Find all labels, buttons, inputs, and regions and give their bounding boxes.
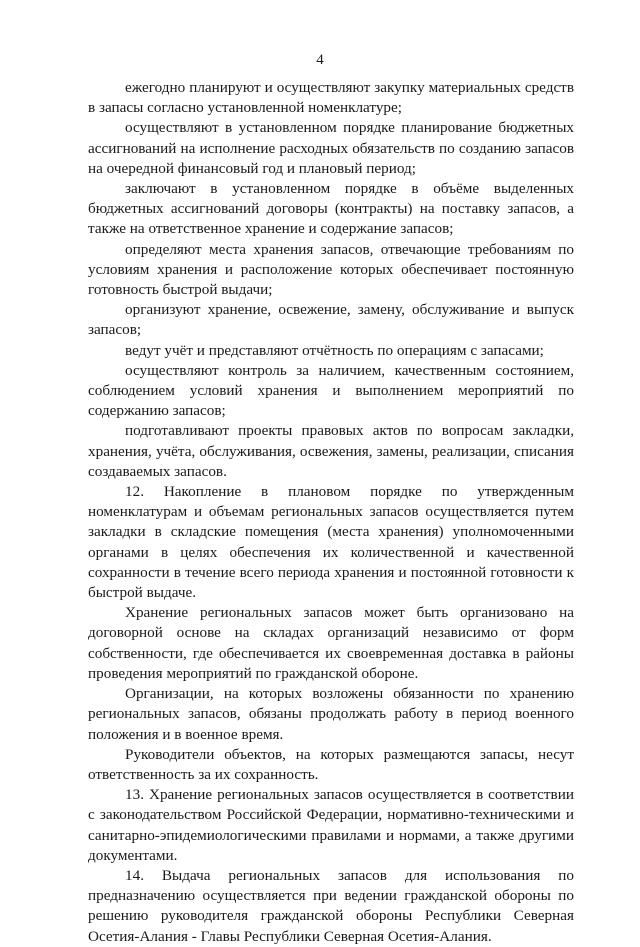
paragraph: определяют места хранения запасов, отвечающие требованиям по условиям хранения и расположение которых обеспечивает постоянную готовность быстрой выдачи;: [88, 240, 574, 299]
paragraph: подготавливают проекты правовых актов по вопросам закладки, хранения, учёта, обслуживания, освежения, замены, реализации, списания создаваемых запасов.: [88, 422, 574, 480]
paragraph: ведут учёт и представляют отчётность по операциям с запасами;: [125, 341, 544, 359]
paragraph: Руководители объектов, на которых размещаются запасы, несут ответственность за их сохранность.: [88, 745, 574, 783]
paragraph: заключают в установленном порядке в объёме выделенных бюджетных ассигнований договоры (контракты) на поставку запасов, а также на ответственное хранение и содержание запасов;: [88, 180, 574, 238]
paragraph: Хранение региональных запасов может быть организовано на договорной основе на складах организаций независимо от форм собственности, где обеспечивается их своевременная доставка в районы проведения мероприятий по гражданской обороне.: [88, 604, 574, 682]
paragraph: 14. Выдача региональных запасов для использования по предназначению осуществляется при ведении гражданской обороны по решению руководителя гражданской обороны Республики Северная Осетия-Алания - Главы Республики Северная Осетия-Алания.: [88, 866, 574, 945]
paragraph: осуществляют контроль за наличием, качественным состоянием, соблюдением условий хранения и выполнением мероприятий по содержанию запасов;: [88, 361, 574, 420]
paragraph: осуществляют в установленном порядке планирование бюджетных ассигнований на исполнение расходных обязательств по созданию запасов на очередной финансовый год и плановый период;: [88, 119, 574, 177]
paragraph: 12. Накопление в плановом порядке по утвержденным номенклатурам и объемам региональных запасов осуществляется путем закладки в складские помещения (места хранения) уполномоченными органами в целях обеспечения их количественной и качественной сохранности в течение всего периода хранения и постоянной готовности к быстрой выдаче.: [88, 483, 574, 602]
page-number: 4: [316, 52, 324, 68]
paragraph: 13. Хранение региональных запасов осуществляется в соответствии с законодательством Российской Федерации, нормативно-техническими и санитарно-эпидемиологическими правилами и нормами, а также другими документами.: [88, 786, 574, 864]
document-body: [88, 78, 574, 947]
paragraph: организуют хранение, освежение, замену, обслуживание и выпуск запасов;: [88, 301, 574, 339]
paragraph: Организации, на которых возложены обязанности по хранению региональных запасов, обязаны продолжать работу в период военного положения и в военное время.: [88, 685, 574, 743]
paragraph: ежегодно планируют и осуществляют закупку материальных средств в запасы согласно установленной номенклатуре;: [88, 79, 574, 117]
